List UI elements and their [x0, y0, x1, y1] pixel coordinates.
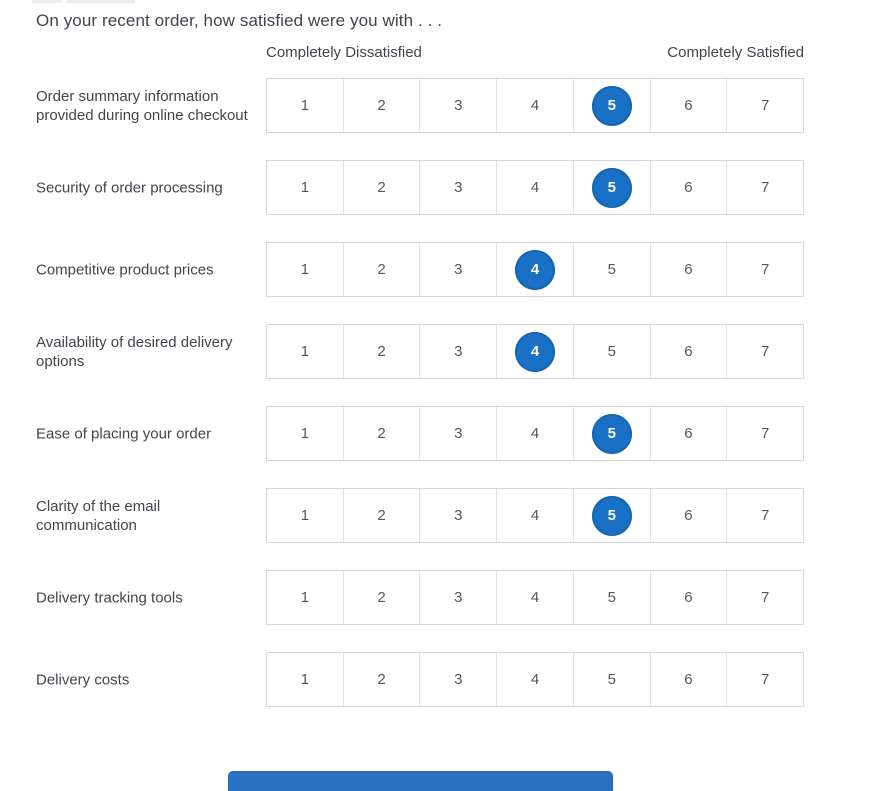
- rating-option[interactable]: [727, 653, 803, 706]
- matrix-row: [0, 652, 876, 707]
- row-label: Competitive product prices: [36, 261, 214, 278]
- scale-anchor-satisfied: Completely Satisfied: [667, 44, 804, 61]
- rating-scale: [266, 242, 804, 297]
- selected-rating-marker: 5: [592, 414, 632, 454]
- rating-scale: [266, 652, 804, 707]
- matrix-row: [0, 406, 876, 461]
- rating-option[interactable]: [727, 161, 803, 214]
- rating-option[interactable]: [267, 161, 344, 214]
- rating-option[interactable]: [727, 571, 803, 624]
- rating-option[interactable]: [651, 407, 728, 460]
- rating-option-label: 4: [530, 97, 540, 114]
- matrix-rows: [0, 78, 876, 734]
- rating-option[interactable]: [267, 325, 344, 378]
- rating-option[interactable]: [574, 325, 651, 378]
- rating-option[interactable]: [727, 325, 803, 378]
- row-label: Delivery tracking tools: [36, 589, 183, 606]
- rating-option[interactable]: [267, 653, 344, 706]
- rating-option-label: 3: [454, 343, 463, 360]
- rating-option-label: 1: [300, 671, 310, 688]
- rating-option-label: 3: [454, 425, 463, 442]
- rating-option-label: 7: [761, 343, 770, 360]
- rating-option[interactable]: [574, 571, 651, 624]
- rating-option-label: 4: [530, 179, 540, 196]
- rating-option[interactable]: [497, 161, 574, 214]
- rating-option[interactable]: [574, 161, 651, 214]
- row-label: Delivery costs: [36, 671, 130, 688]
- rating-option[interactable]: [497, 571, 574, 624]
- rating-option[interactable]: [344, 325, 421, 378]
- selected-rating-marker: 5: [592, 86, 632, 126]
- rating-option-label: 2: [377, 425, 386, 442]
- rating-option[interactable]: [651, 653, 728, 706]
- matrix-row: [0, 570, 876, 625]
- rating-option-label: 4: [530, 507, 540, 524]
- row-label: Clarity of the email communication: [36, 497, 161, 534]
- rating-option-label: 6: [684, 179, 693, 196]
- rating-option-label: 6: [684, 425, 693, 442]
- rating-option-label: 6: [684, 97, 693, 114]
- rating-option-label: 2: [377, 507, 386, 524]
- rating-option-label: 7: [761, 507, 770, 524]
- rating-option-label: 6: [684, 343, 693, 360]
- rating-option[interactable]: [267, 407, 344, 460]
- rating-option[interactable]: [651, 79, 728, 132]
- rating-option[interactable]: [420, 653, 497, 706]
- cutoff-content-artifact: [32, 0, 62, 3]
- rating-option-label: 2: [377, 671, 386, 688]
- rating-option-label: 1: [300, 343, 310, 360]
- rating-option-label: 6: [684, 261, 693, 278]
- rating-option-label: 6: [684, 507, 693, 524]
- scale-anchor-dissatisfied: Completely Dissatisfied: [266, 44, 422, 61]
- rating-option-label: 6: [684, 589, 693, 606]
- rating-option[interactable]: [574, 653, 651, 706]
- rating-option[interactable]: [497, 489, 574, 542]
- rating-scale: [266, 570, 804, 625]
- rating-option-label: 3: [454, 97, 463, 114]
- matrix-row: [0, 324, 876, 379]
- rating-option[interactable]: [420, 79, 497, 132]
- rating-option-label: 3: [454, 179, 463, 196]
- rating-option[interactable]: [344, 653, 421, 706]
- rating-option-label: 1: [300, 97, 310, 114]
- rating-option-label: 4: [530, 425, 540, 442]
- selected-rating-marker: 5: [592, 168, 632, 208]
- selected-rating-marker: 4: [515, 250, 555, 290]
- rating-option-label: 2: [377, 261, 386, 278]
- rating-option-label: 1: [300, 589, 310, 606]
- row-label: Security of order processing: [36, 179, 223, 196]
- rating-option[interactable]: [574, 407, 651, 460]
- rating-option-label: 7: [761, 261, 770, 278]
- rating-option-label: 7: [761, 425, 770, 442]
- rating-scale: [266, 160, 804, 215]
- rating-option-label: 2: [377, 179, 386, 196]
- rating-option[interactable]: [344, 79, 421, 132]
- rating-scale: [266, 406, 804, 461]
- rating-option-label: 6: [684, 671, 693, 688]
- rating-option[interactable]: [344, 161, 421, 214]
- rating-option[interactable]: [420, 489, 497, 542]
- rating-option-label: 1: [300, 261, 310, 278]
- rating-option[interactable]: [267, 243, 344, 296]
- rating-option[interactable]: [727, 489, 803, 542]
- rating-option[interactable]: [497, 325, 574, 378]
- matrix-row: [0, 160, 876, 215]
- scale-anchors: [266, 44, 804, 61]
- rating-option-label: 5: [607, 589, 616, 606]
- rating-option[interactable]: [497, 79, 574, 132]
- row-label: Ease of placing your order: [36, 425, 212, 442]
- rating-option[interactable]: [651, 161, 728, 214]
- rating-option-label: 3: [454, 671, 463, 688]
- rating-option-label: 5: [607, 671, 616, 688]
- matrix-row: [0, 78, 876, 133]
- rating-option-label: 3: [454, 261, 463, 278]
- rating-option[interactable]: [727, 243, 803, 296]
- rating-option[interactable]: [344, 407, 421, 460]
- selected-rating-marker: 4: [515, 332, 555, 372]
- matrix-row: [0, 488, 876, 543]
- rating-scale: [266, 78, 804, 133]
- rating-option[interactable]: [651, 489, 728, 542]
- rating-option-label: 3: [454, 589, 463, 606]
- rating-option-label: 4: [530, 589, 540, 606]
- rating-option-label: 3: [454, 507, 463, 524]
- selected-rating-marker: 5: [592, 496, 632, 536]
- rating-option-label: 7: [761, 97, 770, 114]
- rating-option[interactable]: [651, 243, 728, 296]
- rating-option-label: 5: [607, 261, 616, 278]
- rating-scale: [266, 488, 804, 543]
- rating-option[interactable]: [267, 489, 344, 542]
- rating-option-label: 2: [377, 343, 386, 360]
- rating-option-label: 2: [377, 589, 386, 606]
- rating-scale: [266, 324, 804, 379]
- rating-option-label: 7: [761, 671, 770, 688]
- rating-option[interactable]: [267, 79, 344, 132]
- rating-option-label: 2: [377, 97, 386, 114]
- rating-option[interactable]: [574, 489, 651, 542]
- rating-option[interactable]: [497, 243, 574, 296]
- rating-option[interactable]: [727, 407, 803, 460]
- rating-option[interactable]: [344, 489, 421, 542]
- rating-option[interactable]: [344, 243, 421, 296]
- row-label: Order summary information provided during online checkout: [36, 87, 248, 124]
- row-label: Availability of desired delivery options: [36, 333, 233, 370]
- rating-option[interactable]: [497, 653, 574, 706]
- rating-option[interactable]: [344, 571, 421, 624]
- rating-option-label: 1: [300, 507, 310, 524]
- rating-option[interactable]: [420, 243, 497, 296]
- rating-option[interactable]: [727, 79, 803, 132]
- rating-option-label: 1: [300, 179, 310, 196]
- rating-option[interactable]: [420, 571, 497, 624]
- rating-option[interactable]: [420, 325, 497, 378]
- cutoff-content-artifact: [67, 0, 135, 3]
- rating-option-label: 1: [300, 425, 310, 442]
- rating-option[interactable]: [651, 325, 728, 378]
- rating-option[interactable]: [497, 407, 574, 460]
- rating-option[interactable]: [574, 243, 651, 296]
- rating-option[interactable]: [651, 571, 728, 624]
- matrix-row: [0, 242, 876, 297]
- rating-option-label: 4: [530, 671, 540, 688]
- question-title: On your recent order, how satisfied were you with . . .: [36, 11, 443, 30]
- rating-option[interactable]: [267, 571, 344, 624]
- rating-option-label: 7: [761, 179, 770, 196]
- rating-option-label: 7: [761, 589, 770, 606]
- rating-option[interactable]: [420, 407, 497, 460]
- next-button[interactable]: [228, 771, 613, 791]
- rating-option[interactable]: [420, 161, 497, 214]
- rating-option[interactable]: [574, 79, 651, 132]
- rating-option-label: 5: [607, 343, 616, 360]
